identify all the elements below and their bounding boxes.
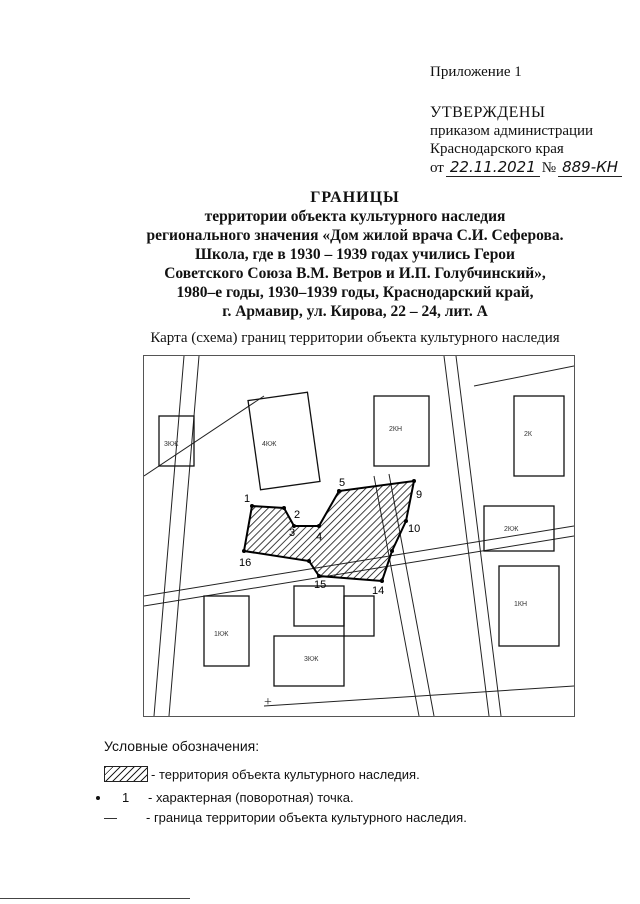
point-marker bbox=[317, 524, 321, 528]
legend-item-territory bbox=[104, 766, 420, 782]
building-label: 1КЖ bbox=[214, 631, 229, 638]
boundary-map bbox=[143, 355, 575, 717]
title-line-1: территории объекта культурного наследия bbox=[204, 208, 506, 225]
point-label: 3 bbox=[289, 527, 296, 539]
point-label: 4 bbox=[316, 531, 323, 543]
point-marker bbox=[282, 506, 286, 510]
point-label: 16 bbox=[239, 557, 252, 569]
approval-block bbox=[430, 104, 622, 177]
point-marker bbox=[390, 549, 394, 553]
building-label: 2К bbox=[524, 431, 532, 438]
building-label: 3КЖ bbox=[304, 656, 319, 663]
point-label: 9 bbox=[416, 489, 423, 501]
appendix-label: Приложение 1 bbox=[430, 64, 522, 80]
boundary-line-icon: — bbox=[104, 810, 117, 825]
title-line-2: регионального значения «Дом жилой врача С.И. Сеферова. bbox=[146, 227, 564, 244]
approval-line-1: приказом администрации bbox=[430, 123, 594, 139]
point-label: 2 bbox=[294, 509, 301, 521]
legend-territory-text: - территория объекта культурного наследия. bbox=[151, 766, 420, 782]
point-label: 1 bbox=[244, 493, 251, 505]
document-title bbox=[140, 188, 570, 321]
map-caption: Карта (схема) границ территории объекта культурного наследия bbox=[150, 330, 560, 346]
legend-boundary-text: - граница территории объекта культурного наследия. bbox=[146, 810, 467, 825]
building-label: 2КН bbox=[389, 426, 403, 433]
point-marker bbox=[380, 579, 384, 583]
legend-point-number: 1 bbox=[122, 790, 130, 805]
point-marker bbox=[317, 574, 321, 578]
point-label: 10 bbox=[408, 523, 421, 535]
title-line-4: Советского Союза В.М. Ветров и И.П. Голубчинский», bbox=[164, 265, 546, 282]
point-label: 15 bbox=[314, 579, 327, 591]
point-marker bbox=[412, 479, 416, 483]
point-label: 5 bbox=[339, 477, 346, 489]
hatch-swatch bbox=[104, 766, 148, 782]
legend-item-point bbox=[96, 790, 354, 805]
title-line-3: Школа, где в 1930 – 1939 годах учились Герои bbox=[194, 246, 515, 263]
point-marker bbox=[242, 549, 246, 553]
point-marker bbox=[250, 504, 254, 508]
order-number: 889-КН bbox=[558, 158, 622, 177]
title-main: ГРАНИЦЫ bbox=[310, 189, 400, 206]
footer-rule bbox=[0, 898, 190, 899]
map-crosshair: + bbox=[264, 695, 272, 710]
order-date-number bbox=[430, 158, 622, 177]
title-line-6: г. Армавир, ул. Кирова, 22 – 24, лит. А bbox=[222, 303, 488, 320]
title-line-5: 1980–е годы, 1930–1939 годы, Краснодарский край, bbox=[176, 284, 534, 301]
legend-point-text: - характерная (поворотная) точка. bbox=[148, 790, 354, 805]
approved-heading: УТВЕРЖДЕНЫ bbox=[430, 104, 546, 121]
building-label: 1КН bbox=[514, 601, 528, 608]
point-marker bbox=[337, 489, 341, 493]
from-prefix: от bbox=[430, 160, 444, 176]
building-label: 3КЖ bbox=[164, 441, 179, 448]
building-label: 4КЖ bbox=[262, 441, 277, 448]
map-drawing bbox=[144, 356, 574, 716]
point-label: 14 bbox=[372, 585, 385, 597]
order-date: 22.11.2021 bbox=[446, 158, 540, 177]
building-label: 2КЖ bbox=[504, 526, 519, 533]
point-marker bbox=[307, 559, 311, 563]
legend-item-boundary bbox=[104, 810, 467, 825]
point-dot-icon bbox=[96, 796, 100, 800]
legend-heading: Условные обозначения: bbox=[104, 738, 260, 754]
approval-line-2: Краснодарского края bbox=[430, 141, 564, 157]
number-prefix: № bbox=[541, 160, 557, 176]
